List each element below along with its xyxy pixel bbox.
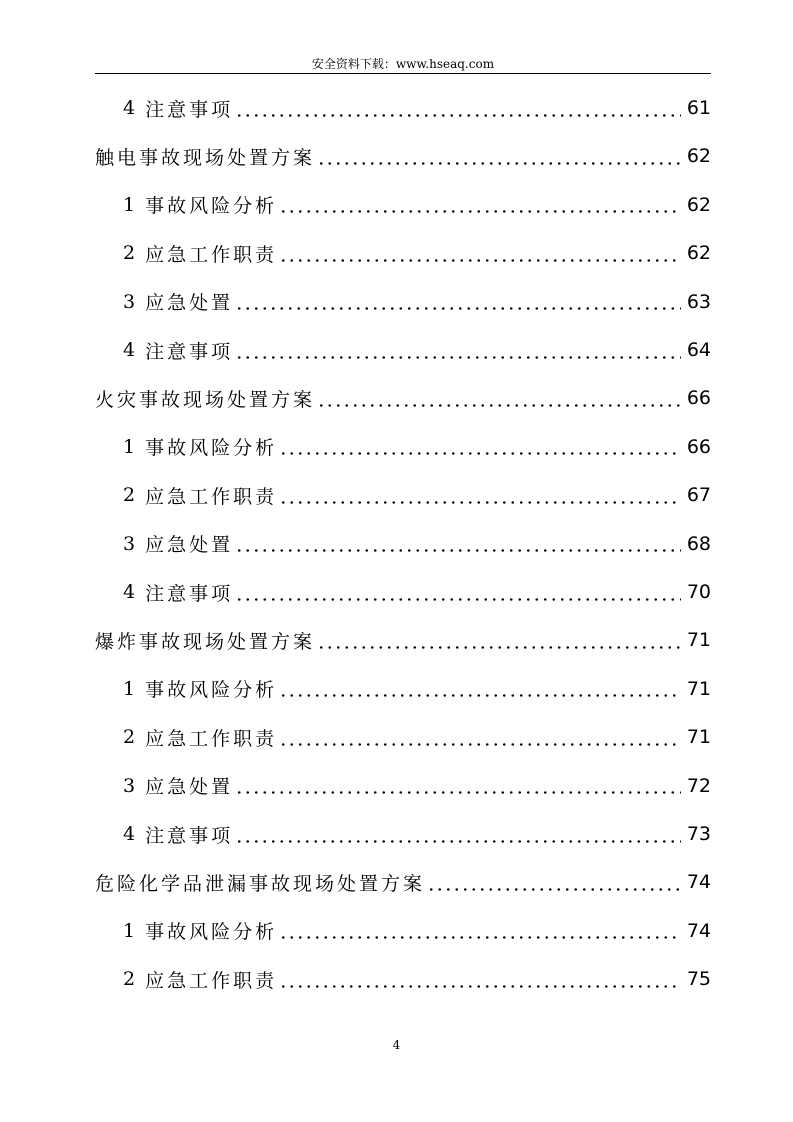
toc-entry-number: 2 xyxy=(123,242,136,265)
header-text: 安全资料下载：www.hseaq.com xyxy=(311,57,495,71)
toc-entry-page-number: 62 xyxy=(686,193,711,216)
toc-entry-title: 爆炸事故现场处置方案 xyxy=(95,630,316,653)
toc-entry-page-number: 64 xyxy=(686,339,711,361)
toc-entry-number: 2 xyxy=(123,968,136,991)
toc-entry-number: 3 xyxy=(123,290,136,313)
toc-entry[interactable] xyxy=(123,665,711,713)
toc-entry-title: 事故风险分析 xyxy=(145,437,278,460)
toc-entry[interactable] xyxy=(95,132,711,180)
toc-entry-number: 1 xyxy=(123,677,136,700)
toc-entry-title: 触电事故现场处置方案 xyxy=(95,146,316,169)
toc-entry-number: 4 xyxy=(123,581,136,603)
toc-entry-page-number: 61 xyxy=(686,97,711,119)
dot-leader xyxy=(279,437,681,456)
toc-entry[interactable] xyxy=(95,858,711,906)
toc-entry-page-number: 75 xyxy=(686,968,711,991)
toc-entry-title: 应急处置 xyxy=(145,776,234,799)
toc-entry-title: 注意事项 xyxy=(145,98,234,121)
toc-entry[interactable] xyxy=(123,326,711,374)
toc-entry[interactable] xyxy=(123,229,711,277)
toc-entry-page-number: 62 xyxy=(686,242,711,265)
toc-entry[interactable] xyxy=(95,616,711,664)
dot-leader xyxy=(279,921,681,940)
toc-entry-number: 1 xyxy=(123,435,136,458)
toc-entry[interactable] xyxy=(123,762,711,810)
toc-entry-title: 危险化学品泄漏事故现场处置方案 xyxy=(95,872,426,895)
toc-entry-number: 1 xyxy=(123,919,136,942)
toc-entry-page-number: 71 xyxy=(686,726,711,749)
dot-leader xyxy=(279,970,681,989)
toc-entry-page-number: 63 xyxy=(686,290,711,313)
toc-entry-number: 1 xyxy=(123,193,136,216)
dot-leader xyxy=(317,147,681,166)
toc-entry-number: 2 xyxy=(123,726,136,749)
page-header xyxy=(95,56,711,74)
toc-entry-number: 4 xyxy=(123,339,136,361)
toc-entry-number: 3 xyxy=(123,774,136,797)
toc-entry-number: 3 xyxy=(123,532,136,555)
dot-leader xyxy=(235,583,681,602)
toc-entry-page-number: 72 xyxy=(686,774,711,797)
dot-leader xyxy=(317,389,681,408)
toc-entry-page-number: 73 xyxy=(686,823,711,845)
toc-entry-title: 事故风险分析 xyxy=(145,921,278,944)
toc-entry[interactable] xyxy=(123,423,711,471)
dot-leader xyxy=(235,776,681,795)
toc-entry-page-number: 71 xyxy=(686,677,711,700)
dot-leader xyxy=(279,486,681,505)
dot-leader xyxy=(279,195,681,214)
toc-entry-title: 火灾事故现场处置方案 xyxy=(95,388,316,411)
dot-leader xyxy=(235,825,681,844)
toc-entry[interactable] xyxy=(123,471,711,519)
toc-entry[interactable] xyxy=(123,713,711,761)
toc-entry[interactable] xyxy=(123,955,711,1003)
toc-entry[interactable] xyxy=(95,374,711,422)
dot-leader xyxy=(279,244,681,263)
toc-entry-title: 事故风险分析 xyxy=(145,195,278,218)
toc-entry-title: 应急工作职责 xyxy=(145,485,278,508)
dot-leader xyxy=(235,341,681,360)
dot-leader xyxy=(427,873,681,892)
dot-leader xyxy=(235,292,681,311)
dot-leader xyxy=(235,534,681,553)
toc-entry-title: 注意事项 xyxy=(145,340,234,363)
toc-entry-page-number: 66 xyxy=(686,435,711,458)
toc-entry-title: 应急处置 xyxy=(145,534,234,557)
toc-entry-page-number: 71 xyxy=(686,629,711,652)
toc-entry-title: 应急工作职责 xyxy=(145,727,278,750)
dot-leader xyxy=(279,679,681,698)
toc-entry-number: 2 xyxy=(123,484,136,507)
toc-entry[interactable] xyxy=(123,810,711,858)
toc-entry-page-number: 74 xyxy=(686,871,711,894)
toc-entry-title: 注意事项 xyxy=(145,824,234,847)
toc-entry-page-number: 68 xyxy=(686,532,711,555)
toc-entry[interactable] xyxy=(123,84,711,132)
toc-entry[interactable] xyxy=(123,568,711,616)
toc-entry-number: 4 xyxy=(123,823,136,845)
toc-entry-title: 事故风险分析 xyxy=(145,679,278,702)
toc-entry-number: 4 xyxy=(123,97,136,119)
toc-entry-page-number: 70 xyxy=(686,581,711,603)
toc-entry-page-number: 66 xyxy=(686,387,711,410)
dot-leader xyxy=(279,728,681,747)
toc-entry[interactable] xyxy=(123,520,711,568)
toc-entry-page-number: 67 xyxy=(686,484,711,507)
toc-entry[interactable] xyxy=(123,278,711,326)
dot-leader xyxy=(317,631,681,650)
page-number: 4 xyxy=(392,1038,401,1052)
toc-entry-title: 应急处置 xyxy=(145,292,234,315)
toc-entry-page-number: 74 xyxy=(686,919,711,942)
toc-entry-page-number: 62 xyxy=(686,145,711,168)
toc-entry-title: 应急工作职责 xyxy=(145,243,278,266)
page-footer xyxy=(0,1038,793,1052)
toc-entry-title: 应急工作职责 xyxy=(145,969,278,992)
toc-entry[interactable] xyxy=(123,907,711,955)
toc-entry[interactable] xyxy=(123,181,711,229)
dot-leader xyxy=(235,99,681,118)
toc-entry-title: 注意事项 xyxy=(145,582,234,605)
